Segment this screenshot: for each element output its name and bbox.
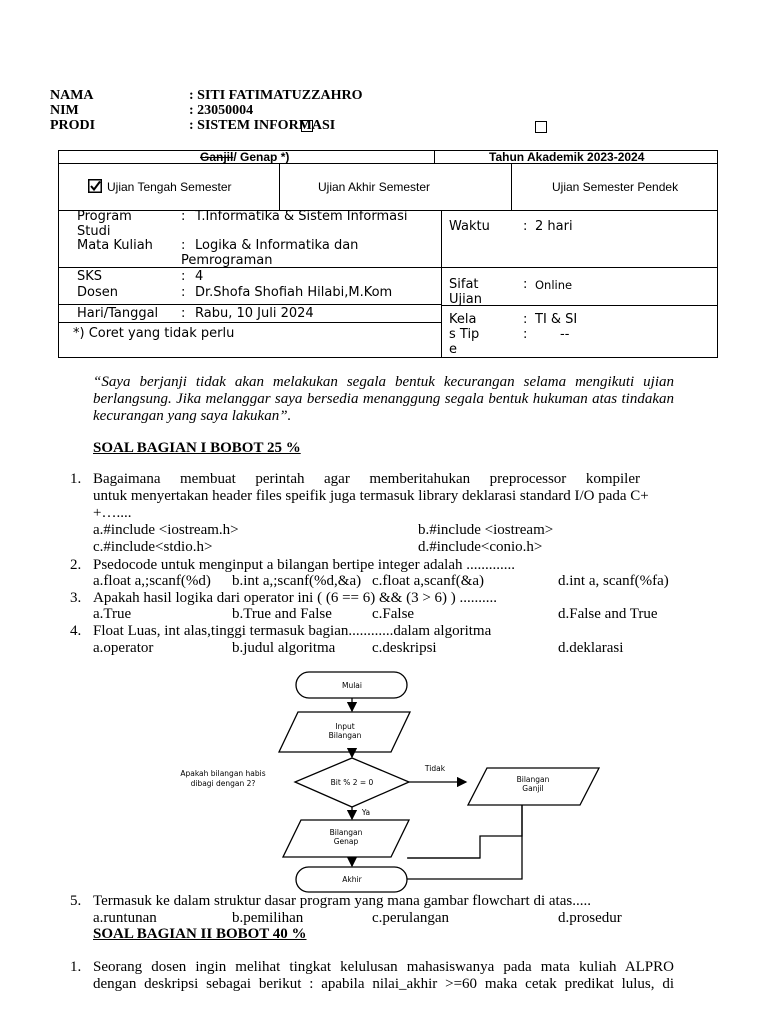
colon: : bbox=[523, 312, 528, 327]
q4-option-d[interactable]: d.deklarasi bbox=[558, 640, 624, 656]
q5-text: Termasuk ke dalam struktur dasar program yang mana gambar flowchart di atas..... bbox=[93, 893, 591, 909]
colon: : bbox=[181, 306, 186, 321]
q5-option-b[interactable]: b.pemilihan bbox=[232, 910, 304, 926]
q3-option-c[interactable]: c.False bbox=[372, 606, 415, 622]
q5-option-a[interactable]: a.runtunan bbox=[93, 910, 157, 926]
q2-text: Psedocode untuk menginput a bilangan bertipe integer adalah ............. bbox=[93, 557, 515, 573]
q1-option-b[interactable]: b.#include <iostream> bbox=[418, 522, 554, 538]
q4-option-c[interactable]: c.deskripsi bbox=[372, 640, 437, 656]
dosen-value: Dr.Shofa Shofiah Hilabi,M.Kom bbox=[195, 285, 393, 300]
nim-value: : 23050004 bbox=[189, 103, 254, 118]
colon: : bbox=[181, 285, 186, 300]
mulai-text: Mulai bbox=[342, 681, 362, 690]
uas-label: Ujian Akhir Semester bbox=[318, 180, 431, 194]
sks-value: 4 bbox=[195, 269, 204, 284]
q3-number: 3. bbox=[70, 590, 82, 606]
tahun-akademik: Tahun Akademik 2023-2024 bbox=[489, 150, 645, 164]
q1-option-c[interactable]: c.#include<stdio.h> bbox=[93, 539, 213, 555]
kelas-tipe-label: Kelas Tipe bbox=[449, 312, 480, 357]
q3-option-d[interactable]: d.False and True bbox=[558, 606, 658, 622]
q2-option-b[interactable]: b.int a,;scanf(%d,&a) bbox=[232, 573, 362, 589]
q5-option-d[interactable]: d.prosedur bbox=[558, 910, 622, 926]
dosen-label: Dosen bbox=[77, 285, 118, 300]
section1-title: SOAL BAGIAN I BOBOT 25 % bbox=[93, 440, 301, 456]
prodi-label: PRODI bbox=[50, 118, 96, 133]
tipe-value: -- bbox=[560, 327, 570, 342]
q4-number: 4. bbox=[70, 623, 82, 639]
q1-option-d[interactable]: d.#include<conio.h> bbox=[418, 539, 543, 555]
q1-text-line2: untuk menyertakan header files speifik juga termasuk library deklarasi standard I/O pada C+ bbox=[93, 488, 649, 504]
s2-q1-text-line2: dengan deskripsi sebagai berikut : apabila nilai_akhir >=60 maka cetak predikat lulus, di bbox=[93, 976, 674, 992]
mata-kuliah-label: Mata Kuliah bbox=[77, 238, 153, 253]
tidak-label: Tidak bbox=[424, 764, 446, 773]
q4-text: Float Luas, int alas,tinggi termasuk bagian............dalam algoritma bbox=[93, 623, 492, 639]
nama-value: : SITI FATIMATUZZAHRO bbox=[189, 88, 363, 103]
q1-text-line1: Bagaimana membuat perintah agar memberitahukan preprocessor kompiler bbox=[93, 471, 640, 487]
colon: : bbox=[523, 219, 528, 234]
waktu-value: 2 hari bbox=[535, 219, 573, 234]
ganjil-text-1: Bilangan bbox=[516, 775, 550, 784]
coret-note: *) Coret yang tidak perlu bbox=[73, 326, 235, 341]
q2-option-a[interactable]: a.float a,;scanf(%d) bbox=[93, 573, 211, 589]
ya-label: Ya bbox=[361, 808, 371, 817]
q4-option-b[interactable]: b.judul algoritma bbox=[232, 640, 336, 656]
q2-option-c[interactable]: c.float a,scanf(&a) bbox=[372, 573, 485, 589]
genap-text-1: Bilangan bbox=[329, 828, 363, 837]
hari-value: Rabu, 10 Juli 2024 bbox=[195, 306, 314, 321]
q2-number: 2. bbox=[70, 557, 82, 573]
sifat-ujian-value: Online bbox=[535, 278, 573, 292]
waktu-label: Waktu bbox=[449, 219, 490, 234]
q5-option-c[interactable]: c.perulangan bbox=[372, 910, 450, 926]
program-studi-value: T.Informatika & Sistem Informasi bbox=[195, 209, 408, 224]
section2-title: SOAL BAGIAN II BOBOT 40 % bbox=[93, 926, 307, 942]
question-text-2: dibagi dengan 2? bbox=[190, 779, 256, 788]
input-text-2: Bilangan bbox=[328, 731, 362, 740]
nama-label: NAMA bbox=[50, 88, 94, 103]
colon: : bbox=[523, 277, 528, 292]
s2-q1-number: 1. bbox=[70, 959, 82, 975]
mata-kuliah-value: Logika & Informatika dan Pemrograman bbox=[181, 238, 359, 268]
colon: : bbox=[181, 269, 186, 284]
semester-ganjil: Ganjil bbox=[200, 150, 234, 164]
colon: : bbox=[523, 327, 528, 342]
sks-label: SKS bbox=[77, 269, 103, 284]
q1-number: 1. bbox=[70, 471, 82, 487]
kelas-value: TI & SI bbox=[535, 312, 578, 327]
ganjil-text-2: Ganjil bbox=[522, 784, 544, 793]
prodi-value: : SISTEM INFORMASI bbox=[189, 118, 336, 133]
q1-text-line3: +….... bbox=[93, 505, 132, 521]
hari-label: Hari/Tanggal bbox=[77, 306, 159, 321]
q5-number: 5. bbox=[70, 893, 82, 909]
q4-option-a[interactable]: a.operator bbox=[93, 640, 154, 656]
usp-label: Ujian Semester Pendek bbox=[552, 180, 679, 194]
colon: : bbox=[181, 209, 186, 224]
question-text-1: Apakah bilangan habis bbox=[180, 769, 266, 778]
colon: : bbox=[181, 238, 186, 253]
genap-text-2: Genap bbox=[333, 837, 359, 846]
s2-q1-text-line1: Seorang dosen ingin melihat tingkat kelulusan mahasiswanya pada mata kuliah ALPRO bbox=[93, 959, 674, 975]
q2-option-d[interactable]: d.int a, scanf(%fa) bbox=[558, 573, 669, 589]
q3-text: Apakah hasil logika dari operator ini ( (6 == 6) && (3 > 6) ) .......... bbox=[93, 590, 498, 606]
sifat-ujian-label: Sifat Ujian bbox=[449, 277, 482, 307]
nim-label: NIM bbox=[50, 103, 79, 118]
semester-genap: / Genap *) bbox=[233, 150, 290, 164]
pledge-text: “Saya berjanji tidak akan melakukan segala bentuk kecurangan selama mengikuti ujian berlangsung. Jika melanggar saya bersedia menanggung segala bentuk hukuman atas tindakan kecurangan yang saya lakukan”. bbox=[93, 374, 674, 424]
q3-option-b[interactable]: b.True and False bbox=[232, 606, 332, 622]
program-studi-label: Program Studi bbox=[77, 209, 132, 239]
uts-label: Ujian Tengah Semester bbox=[107, 180, 232, 194]
decision-text: Bit % 2 = 0 bbox=[330, 778, 374, 787]
q3-option-a[interactable]: a.True bbox=[93, 606, 132, 622]
q1-option-a[interactable]: a.#include <iostream.h> bbox=[93, 522, 239, 538]
input-text-1: Input bbox=[335, 722, 355, 731]
akhir-text: Akhir bbox=[342, 875, 362, 884]
